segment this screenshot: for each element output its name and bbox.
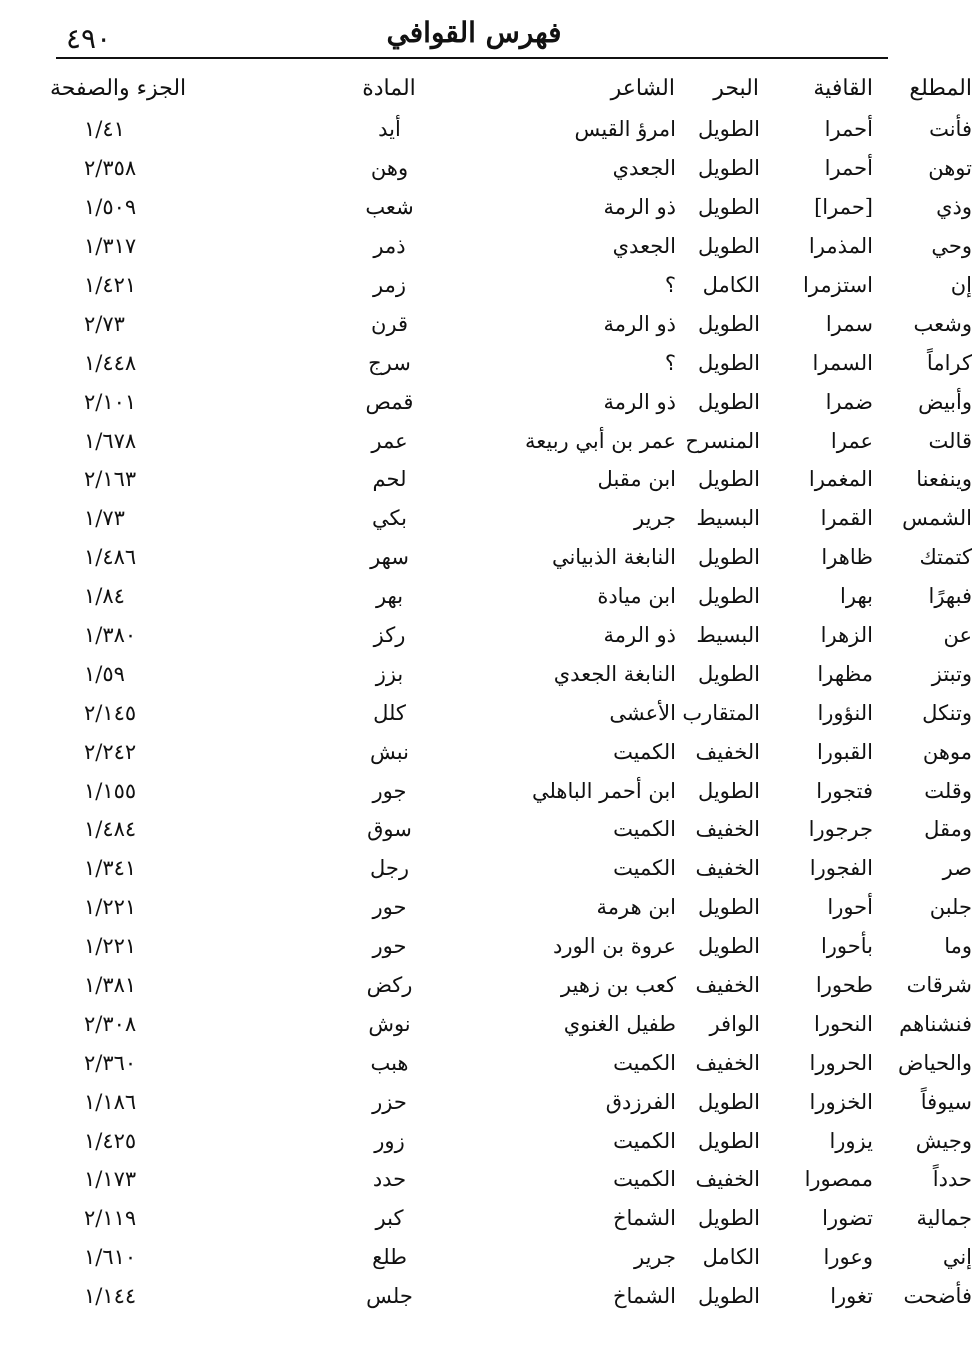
- juz-safha-cell: ١/٣٤١: [84, 856, 137, 881]
- shaer-cell: ابن أحمر الباهلي: [531, 778, 676, 803]
- juz-safha-cell: ١/٤٢١: [84, 273, 137, 297]
- juz-safha-cell: ١/٤٨٤: [84, 817, 137, 842]
- juz-safha-cell: ١/٢٢١: [84, 934, 137, 959]
- madda-cell: جلس: [366, 1284, 413, 1309]
- table-row: [48, 966, 978, 1005]
- matla-cell: وجيش: [915, 1128, 972, 1153]
- shaer-cell: ابن هرمة: [596, 895, 676, 920]
- matla-cell: قالت: [928, 428, 972, 453]
- matla-cell: عن: [943, 623, 972, 648]
- qafia-cell: وعورا: [823, 1245, 873, 1270]
- bahr-cell: الطويل: [697, 661, 760, 686]
- table-row: [48, 1121, 978, 1160]
- qafia-cell: القبورا: [816, 739, 873, 764]
- juz-safha-cell: ١/٦١٠: [84, 1245, 137, 1270]
- matla-cell: سيوفاً: [920, 1089, 972, 1114]
- bahr-cell: الوافر: [709, 1011, 760, 1036]
- matla-cell: فنشناهم: [899, 1011, 972, 1036]
- juz-safha-cell: ٢/٧٣: [84, 311, 125, 336]
- qafia-cell: السمرا: [812, 350, 873, 375]
- juz-safha-cell: ١/٤٢٥: [84, 1128, 137, 1153]
- qafia-cell: تضورا: [822, 1206, 873, 1231]
- bahr-cell: الخفيف: [695, 1167, 760, 1192]
- bahr-cell: الطويل: [697, 584, 760, 609]
- matla-cell: ومقل: [924, 817, 972, 842]
- table-row: [48, 1082, 978, 1121]
- table-row: [48, 732, 978, 771]
- madda-cell: ركض: [366, 973, 413, 998]
- header-rule: [56, 57, 888, 59]
- matla-cell: وشعب: [913, 311, 972, 336]
- madda-cell: أيد: [378, 117, 401, 142]
- matla-cell: كتمتك: [919, 545, 972, 570]
- table-row: [48, 266, 978, 305]
- bahr-cell: الطويل: [697, 195, 760, 220]
- shaer-cell: ؟: [664, 273, 676, 297]
- madda-cell: قمص: [365, 389, 414, 414]
- madda-cell: شعب: [365, 195, 414, 220]
- bahr-cell: الطويل: [697, 1206, 760, 1231]
- shaer-cell: النابغة الجعدي: [553, 661, 676, 686]
- shaer-cell: الشماخ: [612, 1206, 676, 1231]
- juz-safha-cell: ١/٥٩: [84, 661, 125, 686]
- juz-safha-cell: ٢/٣٥٨: [84, 156, 137, 181]
- madda-cell: سوق: [367, 817, 412, 842]
- shaer-cell: ذو الرمة: [603, 623, 676, 648]
- table-row: [48, 888, 978, 927]
- madda-cell: بكي: [372, 506, 407, 531]
- juz-safha-cell: ١/٨٤: [84, 584, 125, 609]
- madda-cell: رجل: [369, 856, 410, 881]
- juz-safha-cell: ١/٣١٧: [84, 234, 137, 259]
- matla-cell: وأبيض: [918, 389, 972, 414]
- shaer-cell: الفرزدق: [605, 1089, 676, 1114]
- shaer-cell: ذو الرمة: [603, 311, 676, 336]
- juz-safha-cell: ١/٣٨١: [84, 973, 137, 998]
- juz-safha-cell: ١/١٧٣: [84, 1167, 137, 1192]
- qafia-cell: أحمرا: [824, 156, 873, 181]
- table-row: [48, 538, 978, 577]
- qafia-cell: ضمرا: [825, 389, 873, 414]
- madda-cell: كلل: [373, 700, 406, 725]
- shaer-cell: ؟: [664, 350, 676, 375]
- matla-cell: توهن: [928, 156, 972, 181]
- matla-cell: موهن: [922, 739, 972, 764]
- table-row: [48, 421, 978, 460]
- madda-cell: كبر: [375, 1206, 404, 1231]
- matla-cell: وتبتز: [931, 661, 972, 686]
- matla-cell: وحي: [931, 234, 972, 259]
- table-row: [48, 382, 978, 421]
- juz-safha-cell: ١/١٥٥: [84, 778, 137, 803]
- madda-cell: حور: [372, 934, 407, 959]
- matla-cell: إني: [942, 1245, 972, 1270]
- page-header: [60, 14, 888, 58]
- column-header-qafia: القافية: [813, 75, 873, 101]
- bahr-cell: الطويل: [697, 545, 760, 570]
- shaer-cell: الجعدي: [612, 156, 676, 181]
- qafia-cell: يزورا: [829, 1128, 873, 1153]
- qafia-cell: الحرورا: [809, 1050, 873, 1075]
- table-row: [48, 849, 978, 888]
- shaer-cell: ابن مقبل: [597, 467, 676, 492]
- qafia-cell: ممصورا: [804, 1167, 873, 1192]
- bahr-cell: الخفيف: [695, 1050, 760, 1075]
- madda-cell: عمر: [371, 428, 408, 453]
- madda-cell: لحم: [372, 467, 407, 492]
- qafia-cell: تغورا: [830, 1284, 873, 1309]
- madda-cell: زمر: [373, 273, 406, 297]
- juz-safha-cell: ١/٤٨٦: [84, 545, 137, 570]
- shaer-cell: عمر بن أبي ربيعة: [524, 428, 676, 453]
- table-row: [48, 188, 978, 227]
- table-row: [48, 1004, 978, 1043]
- madda-cell: ذمر: [373, 234, 406, 259]
- qafia-cell: الفجورا: [809, 856, 873, 881]
- bahr-cell: الكامل: [702, 1245, 760, 1270]
- page-number: ٤٩٠: [66, 22, 112, 55]
- qafia-cell: المغمرا: [808, 467, 873, 492]
- table-row: [48, 693, 978, 732]
- table-row: [48, 1277, 978, 1316]
- juz-safha-cell: ١/٢٢١: [84, 895, 137, 920]
- shaer-cell: الكميت: [613, 856, 676, 881]
- juz-safha-cell: ٢/١١٩: [84, 1206, 137, 1231]
- table-row: [48, 304, 978, 343]
- madda-cell: نوش: [368, 1011, 411, 1036]
- table-row: [48, 343, 978, 382]
- column-header-madda: المادة: [362, 75, 416, 101]
- table-row: [48, 654, 978, 693]
- bahr-cell: الطويل: [697, 1128, 760, 1153]
- matla-cell: وتنكل: [922, 700, 972, 725]
- juz-safha-cell: ١/١٤٤: [84, 1284, 137, 1309]
- shaer-cell: الكميت: [613, 739, 676, 764]
- qafia-cell: النؤورا: [817, 700, 873, 725]
- juz-safha-cell: ٢/٢٤٢: [84, 739, 137, 764]
- juz-safha-cell: ١/٣٨٠: [84, 623, 137, 648]
- juz-safha-cell: ٢/١٦٣: [84, 467, 137, 492]
- matla-cell: وذي: [936, 195, 972, 220]
- shaer-cell: جرير: [634, 506, 676, 531]
- madda-cell: بهر: [375, 584, 404, 609]
- table-row: [48, 499, 978, 538]
- matla-cell: إن: [950, 273, 972, 297]
- madda-cell: زور: [374, 1128, 405, 1153]
- matla-cell: وينفعنا: [916, 467, 972, 492]
- shaer-cell: الجعدي: [612, 234, 676, 259]
- madda-cell: بزز: [375, 661, 404, 686]
- qafia-cell: جرجورا: [808, 817, 873, 842]
- shaer-cell: طفيل الغنوي: [563, 1011, 676, 1036]
- madda-cell: حدد: [372, 1167, 407, 1192]
- table-row: [48, 577, 978, 616]
- madda-cell: هبب: [370, 1050, 409, 1075]
- shaer-cell: كعب بن زهير: [560, 973, 676, 998]
- juz-safha-cell: ١/٤٤٨: [84, 350, 137, 375]
- madda-cell: قرن: [370, 311, 409, 336]
- bahr-cell: الكامل: [702, 273, 760, 297]
- qafia-cell: فتجورا: [816, 778, 873, 803]
- bahr-cell: الطويل: [697, 467, 760, 492]
- shaer-cell: النابغة الذبياني: [551, 545, 676, 570]
- shaer-cell: امرؤ القيس: [574, 117, 676, 142]
- bahr-cell: الطويل: [697, 934, 760, 959]
- qafia-cell: الزهرا: [820, 623, 873, 648]
- table-row: [48, 1199, 978, 1238]
- matla-cell: صر: [942, 856, 972, 881]
- matla-cell: جمالية: [916, 1206, 972, 1231]
- shaer-cell: الكميت: [613, 1050, 676, 1075]
- shaer-cell: ذو الرمة: [603, 389, 676, 414]
- shaer-cell: جرير: [634, 1245, 676, 1270]
- page-title: فهرس القوافي: [386, 16, 562, 49]
- juz-safha-cell: ٢/٣٦٠: [84, 1050, 137, 1075]
- matla-cell: فأضحت: [903, 1284, 972, 1309]
- qafia-cell: الخزورا: [809, 1089, 873, 1114]
- table-header-row: [48, 66, 978, 110]
- qafia-cell: النحورا: [814, 1011, 873, 1036]
- bahr-cell: الطويل: [697, 117, 760, 142]
- table-row: [48, 810, 978, 849]
- qafia-cell: [حمرا]: [814, 195, 873, 220]
- table-row: [48, 460, 978, 499]
- madda-cell: ركز: [373, 623, 406, 648]
- column-header-matla: المطلع: [909, 75, 972, 101]
- shaer-cell: عروة بن الورد: [552, 934, 676, 959]
- matla-cell: شرقات: [906, 973, 972, 998]
- rhymes-index-table: [48, 66, 978, 1316]
- madda-cell: حور: [372, 895, 407, 920]
- shaer-cell: الأعشى: [609, 700, 676, 725]
- madda-cell: حزر: [372, 1089, 407, 1114]
- madda-cell: سهر: [370, 545, 409, 570]
- bahr-cell: الخفيف: [695, 739, 760, 764]
- juz-safha-cell: ٢/١٠١: [84, 389, 137, 414]
- qafia-cell: استزمرا: [802, 273, 873, 297]
- shaer-cell: ابن ميادة: [597, 584, 676, 609]
- bahr-cell: المنسرح: [685, 428, 760, 453]
- juz-safha-cell: ١/٥٠٩: [84, 195, 137, 220]
- bahr-cell: الطويل: [697, 389, 760, 414]
- column-header-shaer: الشاعر: [610, 75, 675, 101]
- table-row: [48, 927, 978, 966]
- juz-safha-cell: ٢/١٤٥: [84, 700, 137, 725]
- shaer-cell: الكميت: [613, 817, 676, 842]
- table-row: [48, 771, 978, 810]
- matla-cell: كراماً: [926, 350, 972, 375]
- shaer-cell: ذو الرمة: [603, 195, 676, 220]
- shaer-cell: الكميت: [613, 1128, 676, 1153]
- qafia-cell: بأحورا: [820, 934, 873, 959]
- table-row: [48, 616, 978, 655]
- juz-safha-cell: ٢/٣٠٨: [84, 1011, 137, 1036]
- bahr-cell: الطويل: [697, 1089, 760, 1114]
- juz-safha-cell: ١/٤١: [84, 117, 125, 142]
- matla-cell: وقلت: [924, 778, 972, 803]
- qafia-cell: المذمرا: [808, 234, 873, 259]
- matla-cell: فبهرًا: [928, 584, 972, 609]
- matla-cell: حدداً: [932, 1167, 972, 1192]
- bahr-cell: الطويل: [697, 311, 760, 336]
- matla-cell: الشمس: [902, 506, 972, 531]
- madda-cell: طلع: [372, 1245, 407, 1270]
- madda-cell: سرج: [368, 350, 411, 375]
- bahr-cell: المتقارب: [682, 700, 760, 725]
- matla-cell: فأنت: [929, 117, 972, 142]
- bahr-cell: الخفيف: [695, 856, 760, 881]
- table-row: [48, 1043, 978, 1082]
- column-header-bahr: البحر: [713, 75, 759, 101]
- bahr-cell: الخفيف: [695, 973, 760, 998]
- bahr-cell: البسيط: [696, 506, 760, 531]
- qafia-cell: أحورا: [827, 895, 873, 920]
- qafia-cell: القمرا: [820, 506, 873, 531]
- table-row: [48, 149, 978, 188]
- bahr-cell: الطويل: [697, 778, 760, 803]
- matla-cell: وما: [944, 934, 972, 959]
- bahr-cell: الطويل: [697, 156, 760, 181]
- bahr-cell: الطويل: [697, 895, 760, 920]
- bahr-cell: الخفيف: [695, 817, 760, 842]
- madda-cell: نبش: [370, 739, 409, 764]
- qafia-cell: سمرا: [825, 311, 873, 336]
- matla-cell: والحياض: [897, 1050, 972, 1075]
- qafia-cell: طحورا: [815, 973, 873, 998]
- bahr-cell: الطويل: [697, 234, 760, 259]
- qafia-cell: ظاهرا: [821, 545, 873, 570]
- madda-cell: جور: [372, 778, 407, 803]
- table-row: [48, 227, 978, 266]
- table-row: [48, 110, 978, 149]
- juz-safha-cell: ١/١٨٦: [84, 1089, 137, 1114]
- bahr-cell: الطويل: [697, 1284, 760, 1309]
- qafia-cell: بهرا: [840, 584, 873, 609]
- qafia-cell: مظهرا: [817, 661, 873, 686]
- table-body: [48, 110, 978, 1316]
- table-row: [48, 1160, 978, 1199]
- shaer-cell: الكميت: [613, 1167, 676, 1192]
- bahr-cell: الطويل: [697, 350, 760, 375]
- table-row: [48, 1238, 978, 1277]
- juz-safha-cell: ١/٦٧٨: [84, 428, 137, 453]
- column-header-juz-safha: الجزء والصفحة: [50, 75, 187, 101]
- matla-cell: جلبن: [929, 895, 972, 920]
- madda-cell: وهن: [370, 156, 409, 181]
- qafia-cell: عمرا: [830, 428, 873, 453]
- juz-safha-cell: ١/٧٣: [84, 506, 125, 531]
- qafia-cell: أحمرا: [824, 117, 873, 142]
- shaer-cell: الشماخ: [612, 1284, 676, 1309]
- bahr-cell: البسيط: [696, 623, 760, 648]
